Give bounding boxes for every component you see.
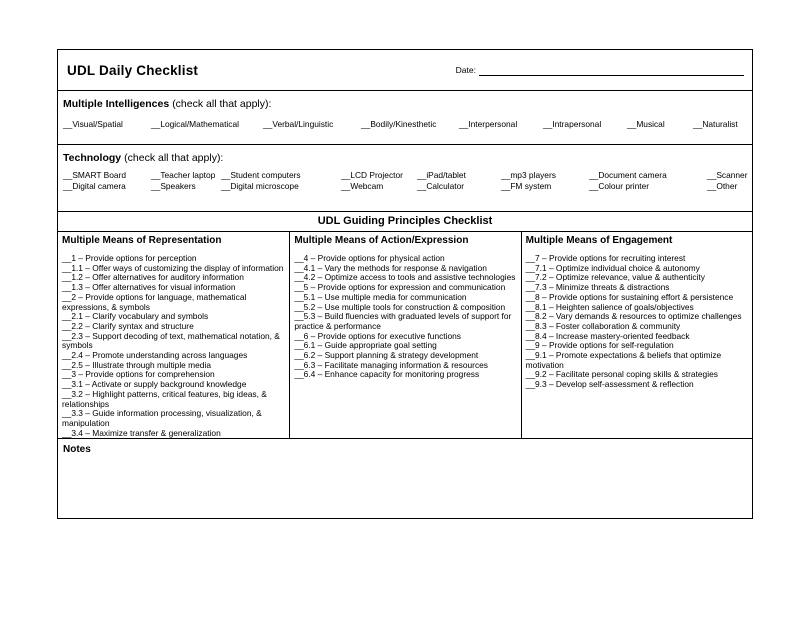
column-action-expression-items	[294, 254, 518, 380]
udl-item: __2.2 – Clarify syntax and structure	[62, 320, 194, 331]
udl-item: __1.2 – Offer alternatives for auditory information	[62, 272, 244, 283]
tech-item-lcd-projector: __LCD Projector	[341, 170, 403, 180]
technology-section	[58, 145, 752, 212]
tech-item-ipad-tablet: __iPad/tablet	[417, 170, 466, 180]
multiple-intelligences-items	[63, 119, 746, 129]
tech-item-scanner: __Scanner	[707, 170, 748, 180]
udl-item: __6 – Provide options for executive functions	[294, 330, 461, 341]
udl-item: __5.2 – Use multiple tools for construction & composition	[294, 301, 506, 312]
udl-item: __2.1 – Clarify vocabulary and symbols	[62, 311, 209, 322]
udl-checklist-document	[57, 49, 753, 519]
tech-column	[221, 170, 341, 192]
udl-item: __6.1 – Guide appropriate goal setting	[294, 340, 437, 351]
mi-item-verbal-linguistic: __Verbal/Linguistic	[263, 119, 334, 129]
column-action-expression	[289, 232, 520, 438]
column-engagement-items	[526, 254, 750, 390]
column-engagement	[521, 232, 752, 438]
mi-item-visual-spatial: __Visual/Spatial	[63, 119, 123, 129]
udl-item: __6.3 – Facilitate managing information & resources	[294, 359, 488, 370]
document-title: UDL Daily Checklist	[67, 62, 199, 78]
tech-item-other: __Other	[707, 181, 738, 191]
udl-item: __9.1 – Promote expectations & beliefs that optimize motivation	[525, 350, 722, 370]
udl-item: __3.1 – Activate or supply background knowledge	[62, 379, 247, 390]
tech-item-teacher-laptop: __Teacher laptop	[151, 170, 216, 180]
tech-item-digital-camera: __Digital camera	[63, 181, 126, 191]
column-representation-heading: Multiple Means of Representation	[62, 235, 222, 246]
mi-item-musical: __Musical	[627, 119, 665, 129]
udl-item: __3.3 – Guide information processing, visualization, & manipulation	[62, 408, 262, 428]
mi-item-bodily-kinesthetic: __Bodily/Kinesthetic	[361, 119, 437, 129]
tech-item-digital-microscope: __Digital microscope	[221, 181, 299, 191]
udl-item: __9 – Provide options for self-regulation	[525, 340, 674, 351]
column-representation-items	[62, 254, 287, 438]
udl-item: __2.5 – Illustrate through multiple media	[62, 359, 211, 370]
udl-item: __4.1 – Vary the methods for response & navigation	[294, 262, 487, 273]
column-action-expression-heading: Multiple Means of Action/Expression	[294, 235, 469, 246]
date-field	[456, 65, 744, 76]
tech-item-calculator: __Calculator	[417, 181, 465, 191]
udl-item: __7.3 – Minimize threats & distractions	[525, 282, 670, 293]
tech-item-mp3-players: __mp3 players	[501, 170, 556, 180]
tech-column	[501, 170, 589, 192]
udl-item: __1.1 – Offer ways of customizing the display of information	[62, 262, 284, 273]
multiple-intelligences-section	[58, 91, 752, 145]
multiple-intelligences-heading-text: Multiple Intelligences	[63, 98, 170, 110]
tech-item-webcam: __Webcam	[341, 181, 384, 191]
mi-item-interpersonal: __Interpersonal	[459, 119, 518, 129]
udl-item: __3 – Provide options for comprehension	[62, 369, 215, 380]
tech-column	[63, 170, 151, 192]
udl-item: __5.1 – Use multiple media for communication	[294, 291, 467, 302]
tech-item-student-computers: __Student computers	[221, 170, 301, 180]
udl-item: __2.3 – Support decoding of text, mathematical notation, & symbols	[62, 330, 280, 351]
document-header	[58, 50, 752, 91]
tech-item-colour-printer: __Colour printer	[589, 181, 650, 191]
udl-item: __1.3 – Offer alternatives for visual information	[62, 282, 236, 293]
mi-item-intrapersonal: __Intrapersonal	[543, 119, 602, 129]
mi-item-naturalist: __Naturalist	[693, 119, 738, 129]
column-representation	[58, 232, 289, 438]
udl-principles-columns	[58, 232, 752, 439]
udl-item: __8.3 – Foster collaboration & community	[525, 320, 681, 331]
technology-items	[63, 170, 746, 192]
udl-item: __9.2 – Facilitate personal coping skills & strategies	[525, 369, 718, 380]
multiple-intelligences-heading	[63, 98, 746, 110]
udl-item: __7.2 – Optimize relevance, value & authenticity	[525, 272, 705, 283]
multiple-intelligences-instruction: (check all that apply):	[172, 98, 272, 110]
udl-item: __2.4 – Promote understanding across languages	[62, 350, 248, 361]
tech-column	[417, 170, 501, 192]
tech-item-fm-system: __FM system	[501, 181, 552, 191]
udl-item: __5.3 – Build fluencies with graduated levels of support for practice & performance	[294, 311, 512, 331]
udl-item: __2 – Provide options for language, mathematical expressions, & symbols	[62, 291, 247, 312]
udl-item: __3.2 – Highlight patterns, critical features, big ideas, & relationships	[62, 388, 267, 409]
tech-item-smart-board: __SMART Board	[63, 170, 127, 180]
udl-item: __4.2 – Optimize access to tools and assistive technologies	[294, 272, 516, 283]
date-blank-line	[479, 65, 744, 76]
udl-item: __1 – Provide options for perception	[62, 253, 197, 263]
tech-column	[151, 170, 221, 192]
udl-item: __4 – Provide options for physical action	[294, 253, 445, 263]
technology-instruction: (check all that apply):	[124, 152, 224, 164]
date-label: Date:	[455, 64, 476, 75]
notes-heading: Notes	[63, 444, 91, 455]
tech-column	[341, 170, 417, 192]
udl-item: __7 – Provide options for recruiting interest	[525, 253, 686, 263]
udl-item: __6.4 – Enhance capacity for monitoring progress	[294, 369, 480, 380]
tech-column	[707, 170, 748, 192]
udl-item: __8.1 – Heighten salience of goals/objectives	[525, 301, 694, 312]
tech-item-speakers: __Speakers	[151, 181, 196, 191]
udl-item: __6.2 – Support planning & strategy development	[294, 350, 479, 361]
udl-item: __8 – Provide options for sustaining effort & persistence	[525, 291, 734, 302]
udl-item: __3.4 – Maximize transfer & generalization	[62, 427, 221, 438]
udl-item: __8.4 – Increase mastery-oriented feedback	[525, 330, 690, 341]
udl-item: __9.3 – Develop self-assessment & reflection	[525, 379, 694, 390]
mi-item-logical-mathematical: __Logical/Mathematical	[151, 119, 239, 129]
notes-section	[58, 439, 752, 518]
technology-heading-text: Technology	[63, 152, 122, 164]
udl-item: __5 – Provide options for expression and communication	[294, 282, 506, 293]
tech-item-document-camera: __Document camera	[589, 170, 667, 180]
column-engagement-heading: Multiple Means of Engagement	[525, 235, 673, 246]
udl-item: __8.2 – Vary demands & resources to optimize challenges	[525, 311, 742, 322]
technology-heading	[63, 152, 746, 164]
udl-principles-title: UDL Guiding Principles Checklist	[58, 212, 752, 232]
tech-column	[589, 170, 707, 192]
udl-item: __7.1 – Optimize individual choice & autonomy	[525, 262, 700, 273]
